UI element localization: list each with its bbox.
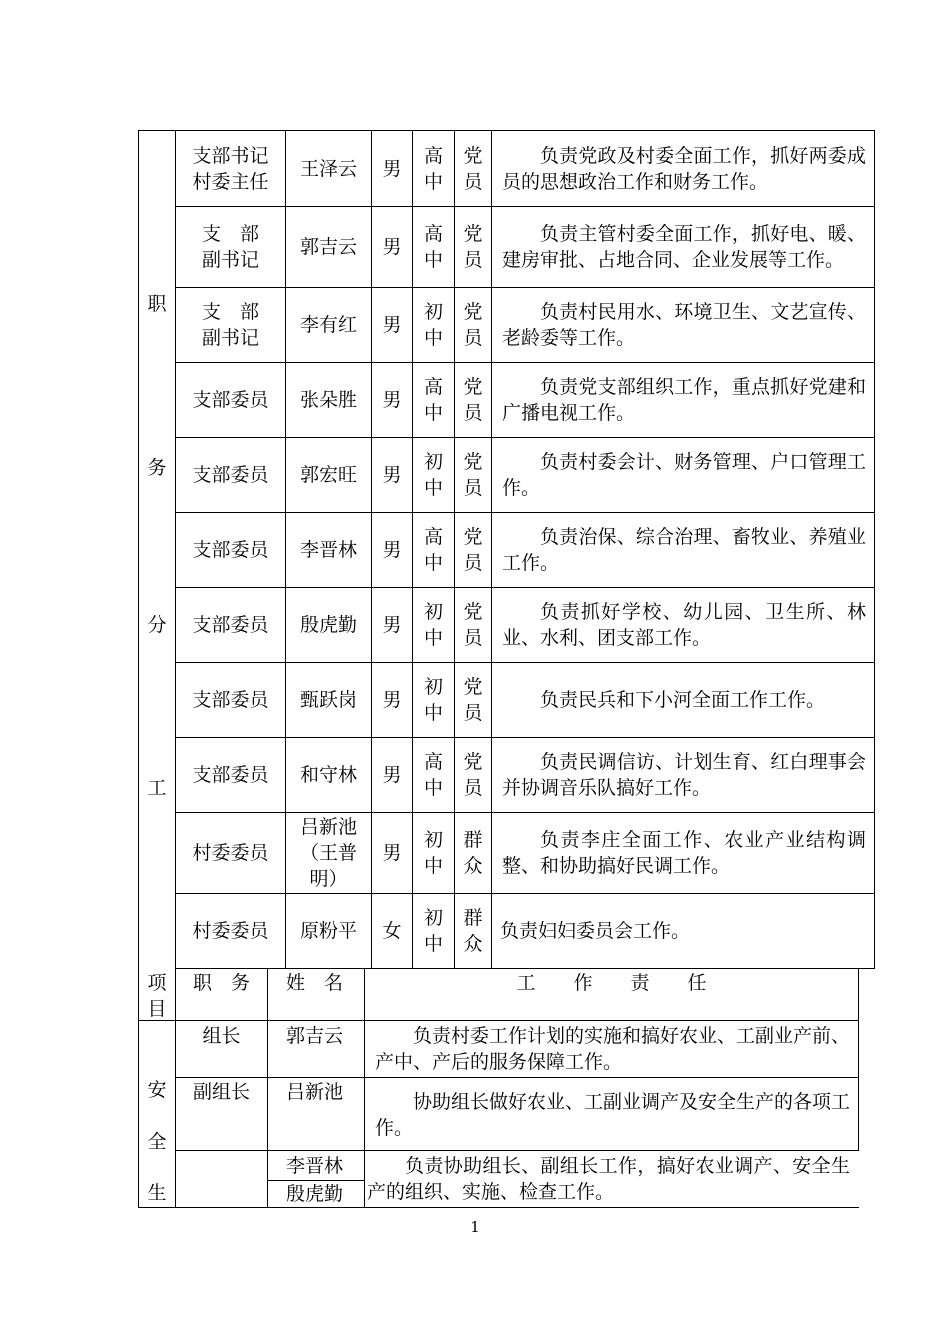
- duty-cell: [492, 207, 874, 287]
- political-status-cell: 党 员: [463, 601, 483, 649]
- education-cell: 高 中: [423, 223, 443, 271]
- education-cell: 初 中: [423, 676, 443, 724]
- position-cell: 支部委员: [192, 689, 269, 711]
- gender-cell: 男: [382, 236, 402, 258]
- header-responsibility: 工 作 责 任: [516, 972, 707, 994]
- duty-cell: [492, 131, 874, 206]
- duty-cell: [492, 813, 874, 893]
- duty-text: 负责党支部组织工作，重点抓好党建和广播电视工作。: [502, 376, 866, 424]
- duty-cell: [492, 738, 874, 812]
- position-cell: 支 部 副书记: [201, 223, 259, 271]
- name-cell: 殷虎勤: [286, 1183, 344, 1205]
- position-cell: 支 部 副书记: [201, 301, 259, 349]
- education-cell: 初 中: [423, 451, 443, 499]
- duty-text: 负责治保、综合治理、畜牧业、养殖业工作。: [502, 526, 866, 574]
- gender-cell: 男: [382, 464, 402, 486]
- responsibility-cell: 协助组长做好农业、工副业调产及安全生产的各项工作。: [375, 1091, 851, 1139]
- duty-text: 负责村委会计、财务管理、户口管理工作。: [502, 451, 866, 499]
- duty-cell: [492, 513, 874, 587]
- gender-cell: 男: [382, 842, 402, 864]
- position-cell: 支部委员: [192, 464, 269, 486]
- side-label-char: 职: [147, 293, 167, 315]
- duty-text: 负责民调信访、计划生育、红白理事会并协调音乐队搞好工作。: [502, 751, 866, 799]
- gender-cell: 女: [382, 920, 402, 942]
- education-cell: 初 中: [423, 907, 443, 955]
- duty-text: 负责主管村委全面工作，抓好电、暖、建房审批、占地合同、企业发展等工作。: [502, 223, 866, 271]
- name-cell: 原粉平: [299, 920, 357, 942]
- duty-text: 负责抓好学校、幼儿园、卫生所、林业、水利、团支部工作。: [502, 601, 866, 649]
- position-cell: 支部委员: [192, 539, 269, 561]
- political-status-cell: 党 员: [463, 144, 483, 193]
- name-cell: 和守林: [299, 764, 357, 786]
- gender-cell: 男: [382, 314, 402, 336]
- position-cell: 支部书记 村委主任: [192, 144, 269, 193]
- position-cell: 支部委员: [192, 389, 269, 411]
- header-position: 职 务: [192, 972, 250, 994]
- gender-cell: 男: [382, 614, 402, 636]
- position-cell: 村委委员: [192, 842, 269, 864]
- political-status-cell: 党 员: [463, 376, 483, 424]
- page-number: 1: [470, 1218, 480, 1236]
- position-cell: 组长: [202, 1025, 241, 1047]
- education-cell: 高 中: [423, 376, 443, 424]
- gender-cell: 男: [382, 539, 402, 561]
- duty-cell: [492, 363, 874, 437]
- duty-cell: [492, 663, 874, 737]
- name-cell: 李有红: [299, 314, 357, 336]
- name-cell: 郭吉云: [299, 236, 357, 258]
- name-cell: 李晋林: [299, 539, 357, 561]
- political-status-cell: 党 员: [463, 451, 483, 499]
- education-cell: 高 中: [423, 751, 443, 799]
- responsibility-cell: 负责村委工作计划的实施和搞好农业、工副业产前、产中、产后的服务保障工作。: [375, 1025, 851, 1073]
- name-cell: 甄跃岗: [299, 689, 357, 711]
- name-cell: 郭吉云: [286, 1025, 344, 1047]
- side-label-char: 分: [147, 614, 167, 636]
- education-cell: 初 中: [423, 601, 443, 649]
- duty-cell: [492, 438, 874, 512]
- political-status-cell: 党 员: [463, 751, 483, 799]
- duty-text: 负责妇妇委员会工作。: [500, 920, 691, 942]
- political-status-cell: 党 员: [463, 526, 483, 574]
- responsibility-cell: 负责协助组长、副组长工作，搞好农业调产、安全生产的组织、实施、检查工作。: [367, 1155, 850, 1203]
- duty-text: 负责村民用水、环境卫生、文艺宣传、老龄委等工作。: [502, 301, 866, 349]
- duty-cell: [492, 288, 874, 362]
- side-label-char: 务: [147, 457, 167, 479]
- education-cell: 高 中: [423, 526, 443, 574]
- name-cell: 殷虎勤: [299, 614, 357, 636]
- political-status-cell: 群 众: [463, 829, 483, 877]
- duty-cell: [500, 894, 874, 968]
- education-cell: 高 中: [423, 144, 443, 193]
- political-status-cell: 群 众: [463, 907, 483, 955]
- gender-cell: 男: [382, 157, 402, 180]
- political-status-cell: 党 员: [463, 676, 483, 724]
- political-status-cell: 党 员: [463, 301, 483, 349]
- gender-cell: 男: [382, 764, 402, 786]
- side-label-char: 工: [147, 777, 167, 799]
- duty-text: 负责民兵和下小河全面工作工作。: [540, 689, 826, 711]
- side-label-char: 全: [147, 1131, 167, 1153]
- position-cell: 支部委员: [192, 764, 269, 786]
- position-cell: 村委委员: [192, 920, 269, 942]
- duty-text: 负责李庄全面工作、农业产业结构调整、和协助搞好民调工作。: [502, 829, 866, 877]
- position-cell: 支部委员: [192, 614, 269, 636]
- political-status-cell: 党 员: [463, 223, 483, 271]
- gender-cell: 男: [382, 689, 402, 711]
- duty-cell: [492, 588, 874, 662]
- duty-text: 负责党政及村委全面工作，抓好两委成员的思想政治工作和财务工作。: [502, 144, 866, 193]
- name-cell: 郭宏旺: [299, 464, 357, 486]
- side-label-char: 生: [147, 1182, 167, 1204]
- header-name: 姓 名: [286, 972, 344, 994]
- name-cell: 张朵胜: [299, 389, 357, 411]
- position-cell: 副组长: [192, 1081, 250, 1103]
- education-cell: 初 中: [423, 829, 443, 877]
- header-item: 项 目: [147, 972, 167, 1020]
- name-cell: 吕新池: [286, 1081, 344, 1103]
- side-label-char: 安: [147, 1079, 167, 1101]
- gender-cell: 男: [382, 389, 402, 411]
- name-cell: 王泽云: [299, 157, 357, 180]
- education-cell: 初 中: [423, 301, 443, 349]
- name-cell: 李晋林: [286, 1155, 344, 1177]
- name-cell: 吕新池 （王普 明）: [299, 816, 357, 890]
